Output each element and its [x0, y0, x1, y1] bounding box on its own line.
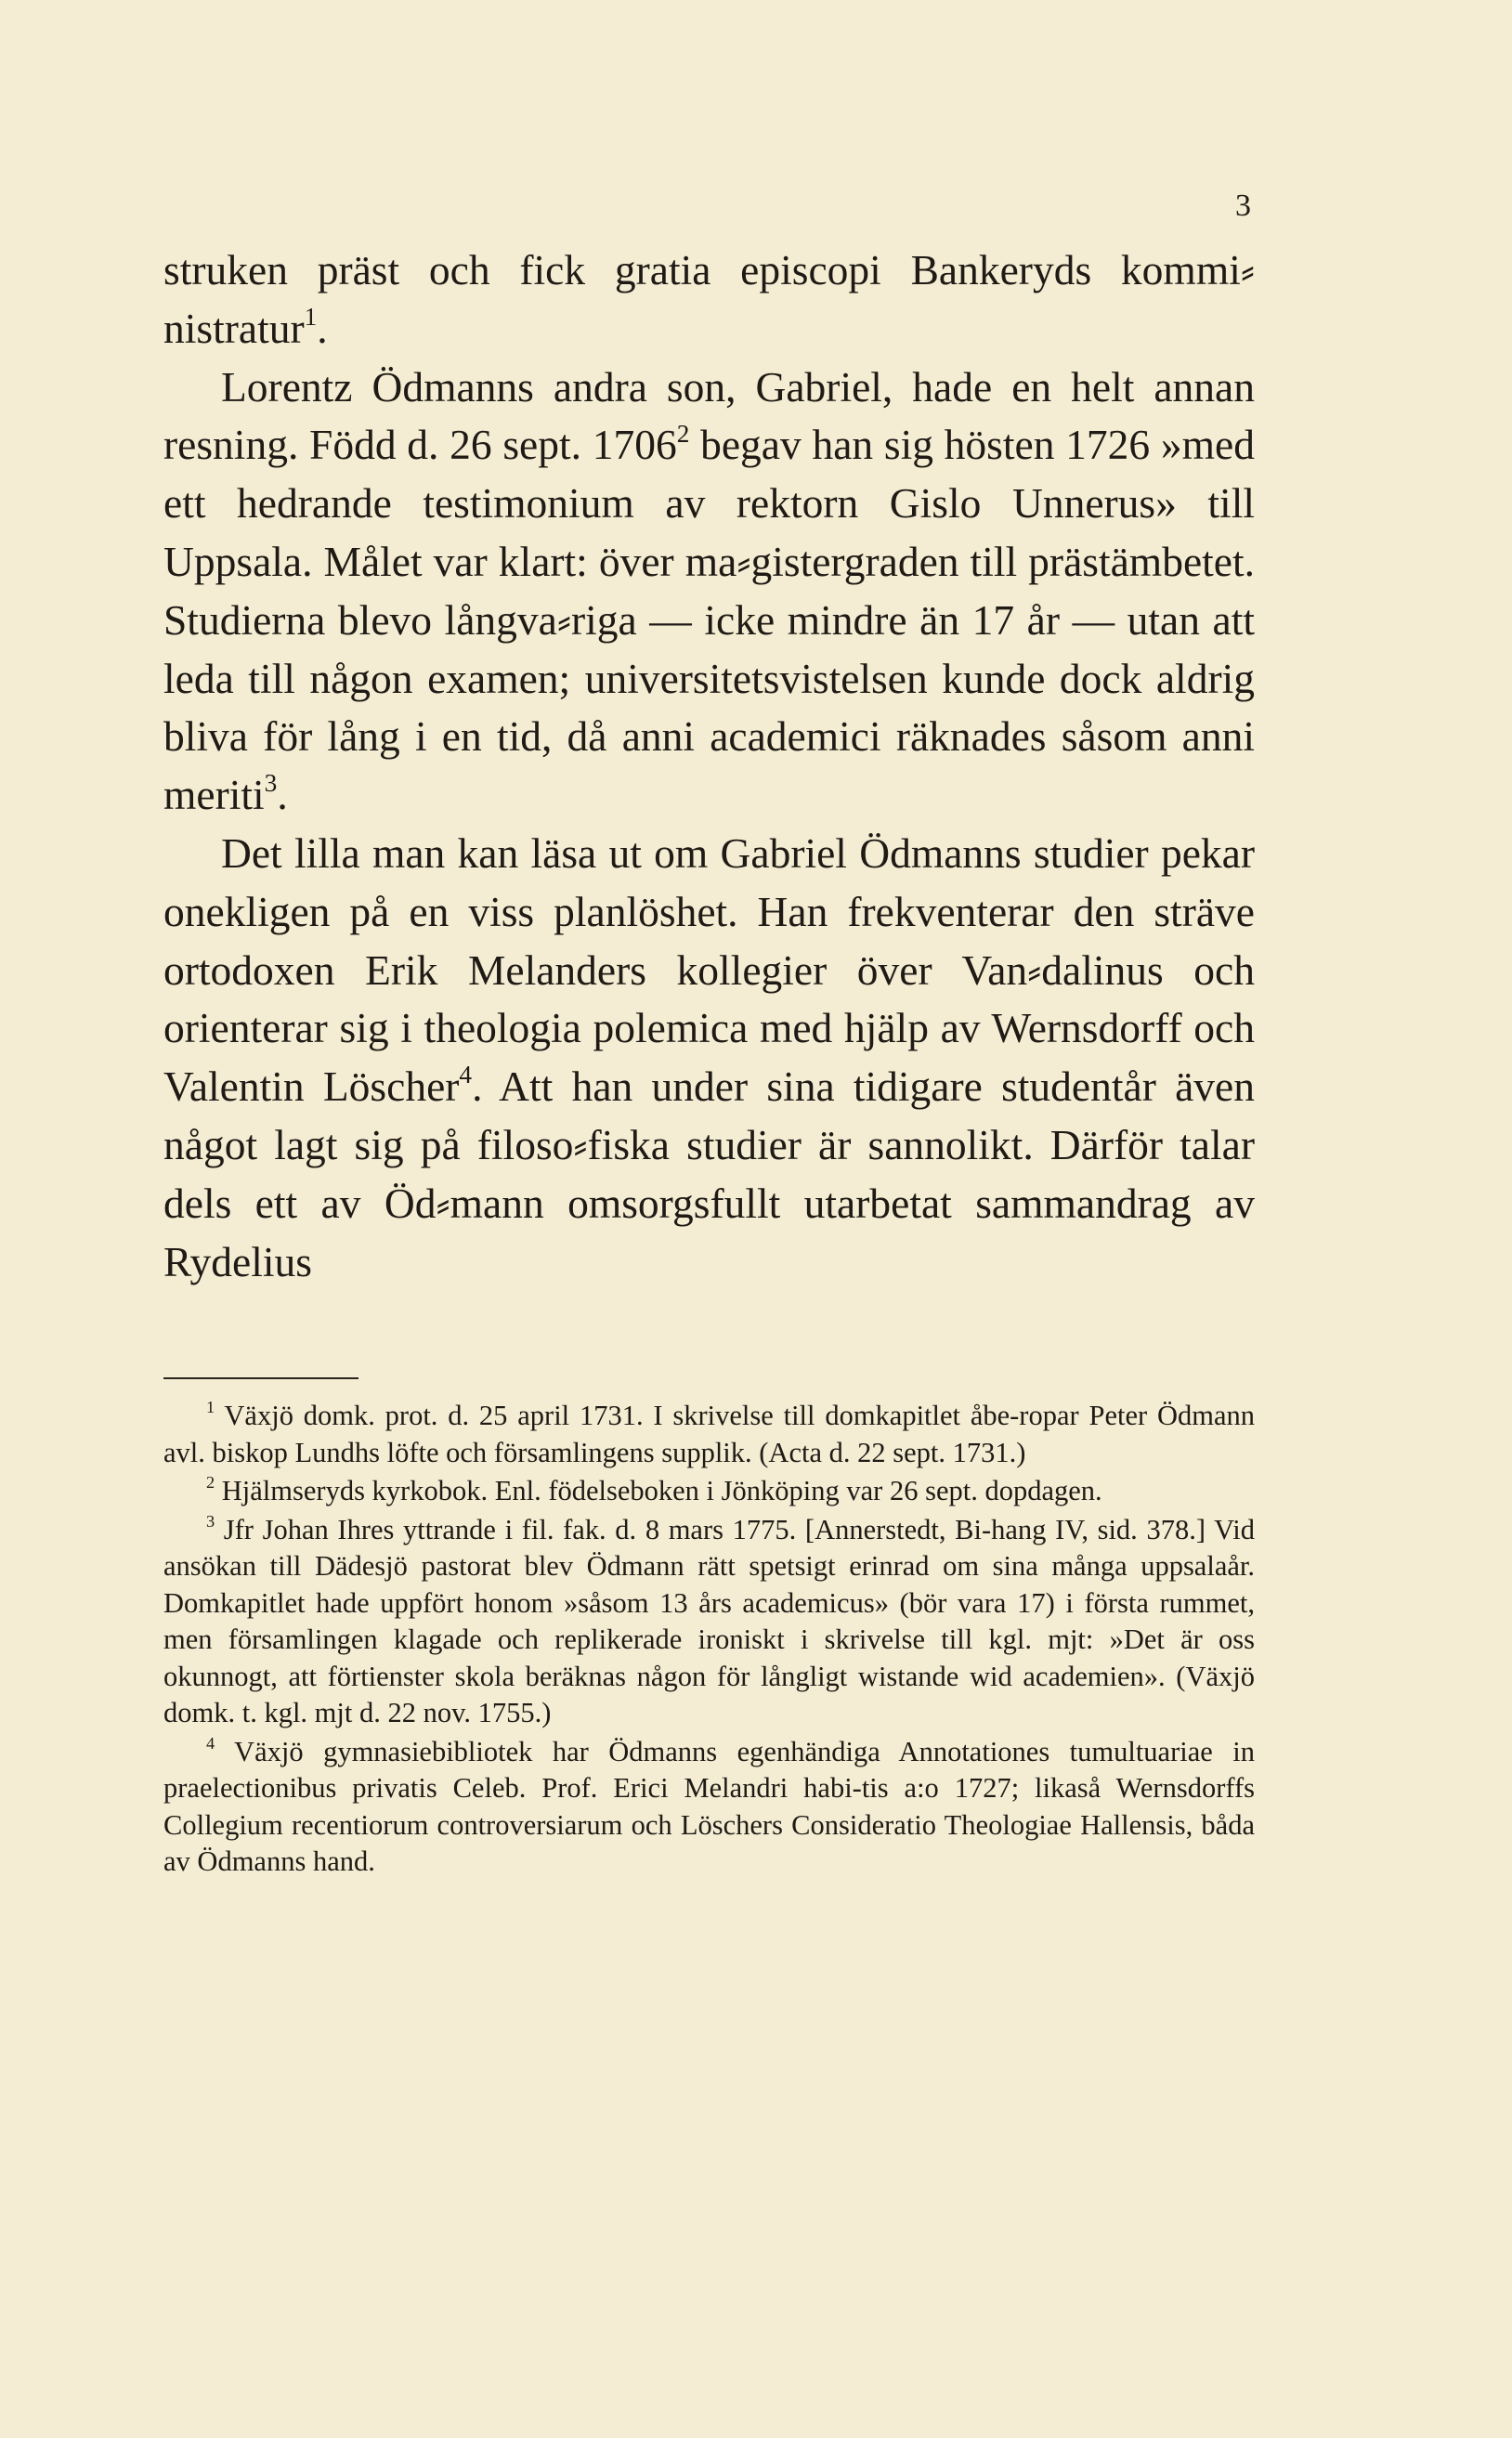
footnote-3-text: Jfr Johan Ihres yttrande i fil. fak. d. 8 mars 1775. [Annerstedt, Bi-hang IV, sid. 378.] Vid ansökan till Dädesjö pastorat blev Ödmann rätt spetsigt erinrad om sina många uppsalaår. Domkapitlet hade uppfört honom »såsom 13 års academicus» (bör vara 17) i första rummet, men församlingen klagade och replikerade ironiskt i skrivelse till kgl. mjt: »Det är oss okunnogt, att förtienster skola beräknas någon för långligt wistande wid academien». (Växjö domk. t. kgl. mjt d. 22 nov. 1755.) [163, 1513, 1255, 1728]
footnote-2-mark: 2 [206, 1473, 215, 1493]
footnote-ref-2: 2 [676, 419, 690, 448]
paragraph-1-tail: . [317, 304, 328, 352]
paragraph-3-text-b: . Att han under sina tidigare studentår även något lagt sig på filoso⸗fiska studier är sannolikt. Därför talar dels ett av Öd⸗mann omsorgsfullt utarbetat sammandrag av Rydelius [163, 1063, 1256, 1285]
paragraph-1 [163, 241, 1255, 359]
paragraph-2-text-a: Lorentz Ödmanns andra son, Gabriel, hade en helt annan resning. Född d. 26 sept. 1706 [163, 362, 1255, 469]
footnote-1 [163, 1398, 1255, 1471]
footnote-1-text: Växjö domk. prot. d. 25 april 1731. I skrivelse till domkapitlet åbe-ropar Peter Ödmann avl. biskop Lundhs löfte och församlingens supplik. (Acta d. 22 sept. 1731.) [163, 1400, 1255, 1468]
footnote-1-mark: 1 [206, 1398, 215, 1417]
footnote-4-text: Växjö gymnasiebibliotek har Ödmanns egenhändiga Annotationes tumultuariae in praelectionibus privatis Celeb. Prof. Erici Melandri habi-tis a:o 1727; likaså Wernsdorffs Collegium recentiorum controversiarum och Löschers Consideratio Theologiae Hallensis, båda av Ödmanns hand. [163, 1735, 1255, 1877]
footnote-2 [163, 1473, 1255, 1510]
paragraph-3-text-a: Det lilla man kan läsa ut om Gabriel Ödmanns studier pekar onekligen på en viss planlöshet. Han frekventerar den sträve ortodoxen Erik Melanders kollegier över Van⸗dalinus och orienterar sig i theologia polemica med hjälp av Wernsdorff och Valentin Löscher [163, 828, 1255, 1111]
paragraph-2-text-c: . [277, 771, 288, 819]
paragraph-1-text: struken präst och fick gratia episcopi Bankeryds kommi⸗nistratur [163, 246, 1255, 352]
footnote-4 [163, 1734, 1255, 1881]
footnote-divider [163, 1377, 358, 1379]
footnote-3 [163, 1512, 1255, 1732]
paragraph-2 [163, 359, 1255, 825]
footnote-ref-4: 4 [459, 1061, 473, 1089]
footnotes [163, 1398, 1255, 1883]
footnote-3-mark: 3 [206, 1511, 215, 1531]
footnote-2-text: Hjälmseryds kyrkobok. Enl. födelseboken i Jönköping var 26 sept. dopdagen. [215, 1475, 1102, 1506]
footnote-ref-1: 1 [304, 302, 318, 331]
main-text [163, 241, 1255, 1291]
footnote-ref-3: 3 [264, 769, 278, 798]
paragraph-3 [163, 825, 1255, 1291]
footnote-4-mark: 4 [206, 1733, 215, 1753]
paragraph-2-text-b: begav han sig hösten 1726 »med ett hedrande testimonium av rektorn Gislo Unnerus» till Uppsala. Målet var klart: över ma⸗gistergraden till prästämbetet. Studierna blevo långva⸗riga — icke mindre än 17 år — utan att leda till någon examen; universitetsvistelsen kunde dock aldrig bliva för lång i en tid, då anni academici räknades såsom anni meriti [163, 421, 1255, 819]
page-number: 3 [1235, 189, 1251, 223]
